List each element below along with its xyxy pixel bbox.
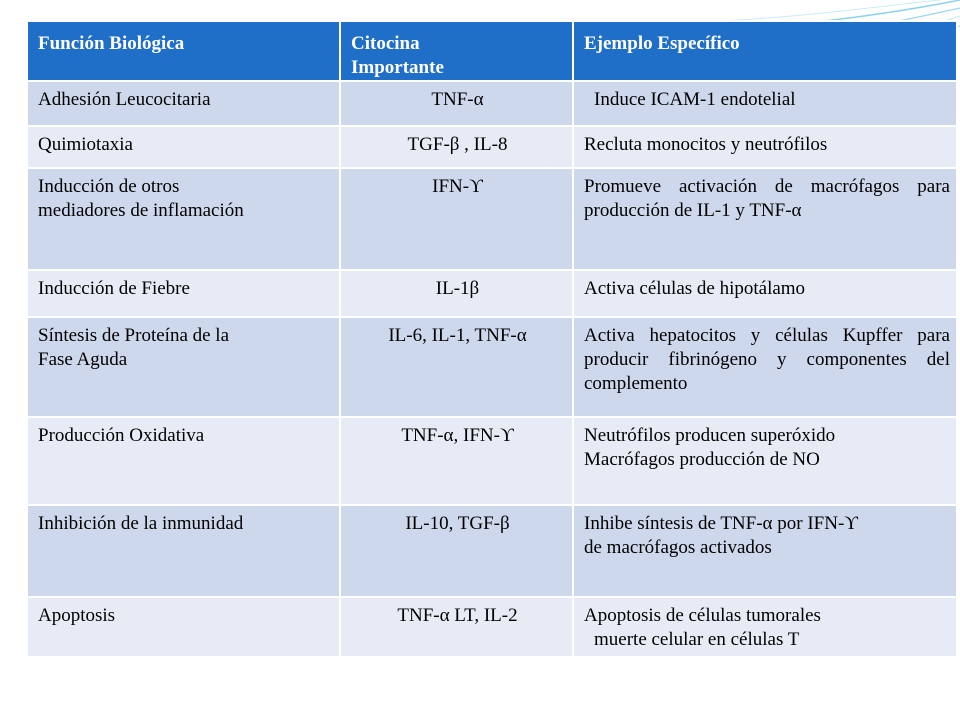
cell-ejemplo: Recluta monocitos y neutrófilos [573,126,957,168]
cell-funcion: Producción Oxidativa [27,417,340,505]
cell-citocina: IL-10, TGF-β [340,505,573,597]
header-funcion-biologica: Función Biológica [27,21,340,81]
header-citocina-importante: Citocina Importante [340,21,573,81]
cell-funcion: Inducción de Fiebre [27,270,340,317]
table-row [27,417,957,505]
cell-ejemplo: Promueve activación de macrófagos para producción de IL-1 y TNF-α [573,168,957,270]
cell-citocina: IL-6, IL-1, TNF-α [340,317,573,417]
cell-funcion: Inducción de otros mediadores de inflamación [27,168,340,270]
table-row [27,270,957,317]
cell-funcion: Síntesis de Proteína de la Fase Aguda [27,317,340,417]
cell-citocina: TNF-α, IFN-ϒ [340,417,573,505]
table-row [27,168,957,270]
table-row [27,81,957,126]
cell-funcion: Quimiotaxia [27,126,340,168]
table-row [27,505,957,597]
cell-funcion: Adhesión Leucocitaria [27,81,340,126]
cell-citocina: TNF-α [340,81,573,126]
cell-ejemplo: Apoptosis de células tumorales muerte celular en células T [573,597,957,657]
cell-ejemplo: Activa células de hipotálamo [573,270,957,317]
cell-ejemplo: Inhibe síntesis de TNF-α por IFN-ϒ de macrófagos activados [573,505,957,597]
cytokine-table [26,20,958,658]
swoosh-line-4 [700,0,940,22]
table-header-row [27,21,957,81]
cell-citocina: IL-1β [340,270,573,317]
table-row [27,597,957,657]
cell-funcion: Apoptosis [27,597,340,657]
cell-ejemplo: Neutrófilos producen superóxido Macrófagos producción de NO [573,417,957,505]
cell-citocina: TNF-α LT, IL-2 [340,597,573,657]
cell-citocina: IFN-ϒ [340,168,573,270]
cell-ejemplo: Induce ICAM-1 endotelial [573,81,957,126]
cell-funcion: Inhibición de la inmunidad [27,505,340,597]
header-ejemplo-especifico: Ejemplo Específico [573,21,957,81]
table-row [27,126,957,168]
cell-ejemplo: Activa hepatocitos y células Kupffer para producir fibrinógeno y componentes del complemento [573,317,957,417]
table-row [27,317,957,417]
cell-citocina: TGF-β , IL-8 [340,126,573,168]
